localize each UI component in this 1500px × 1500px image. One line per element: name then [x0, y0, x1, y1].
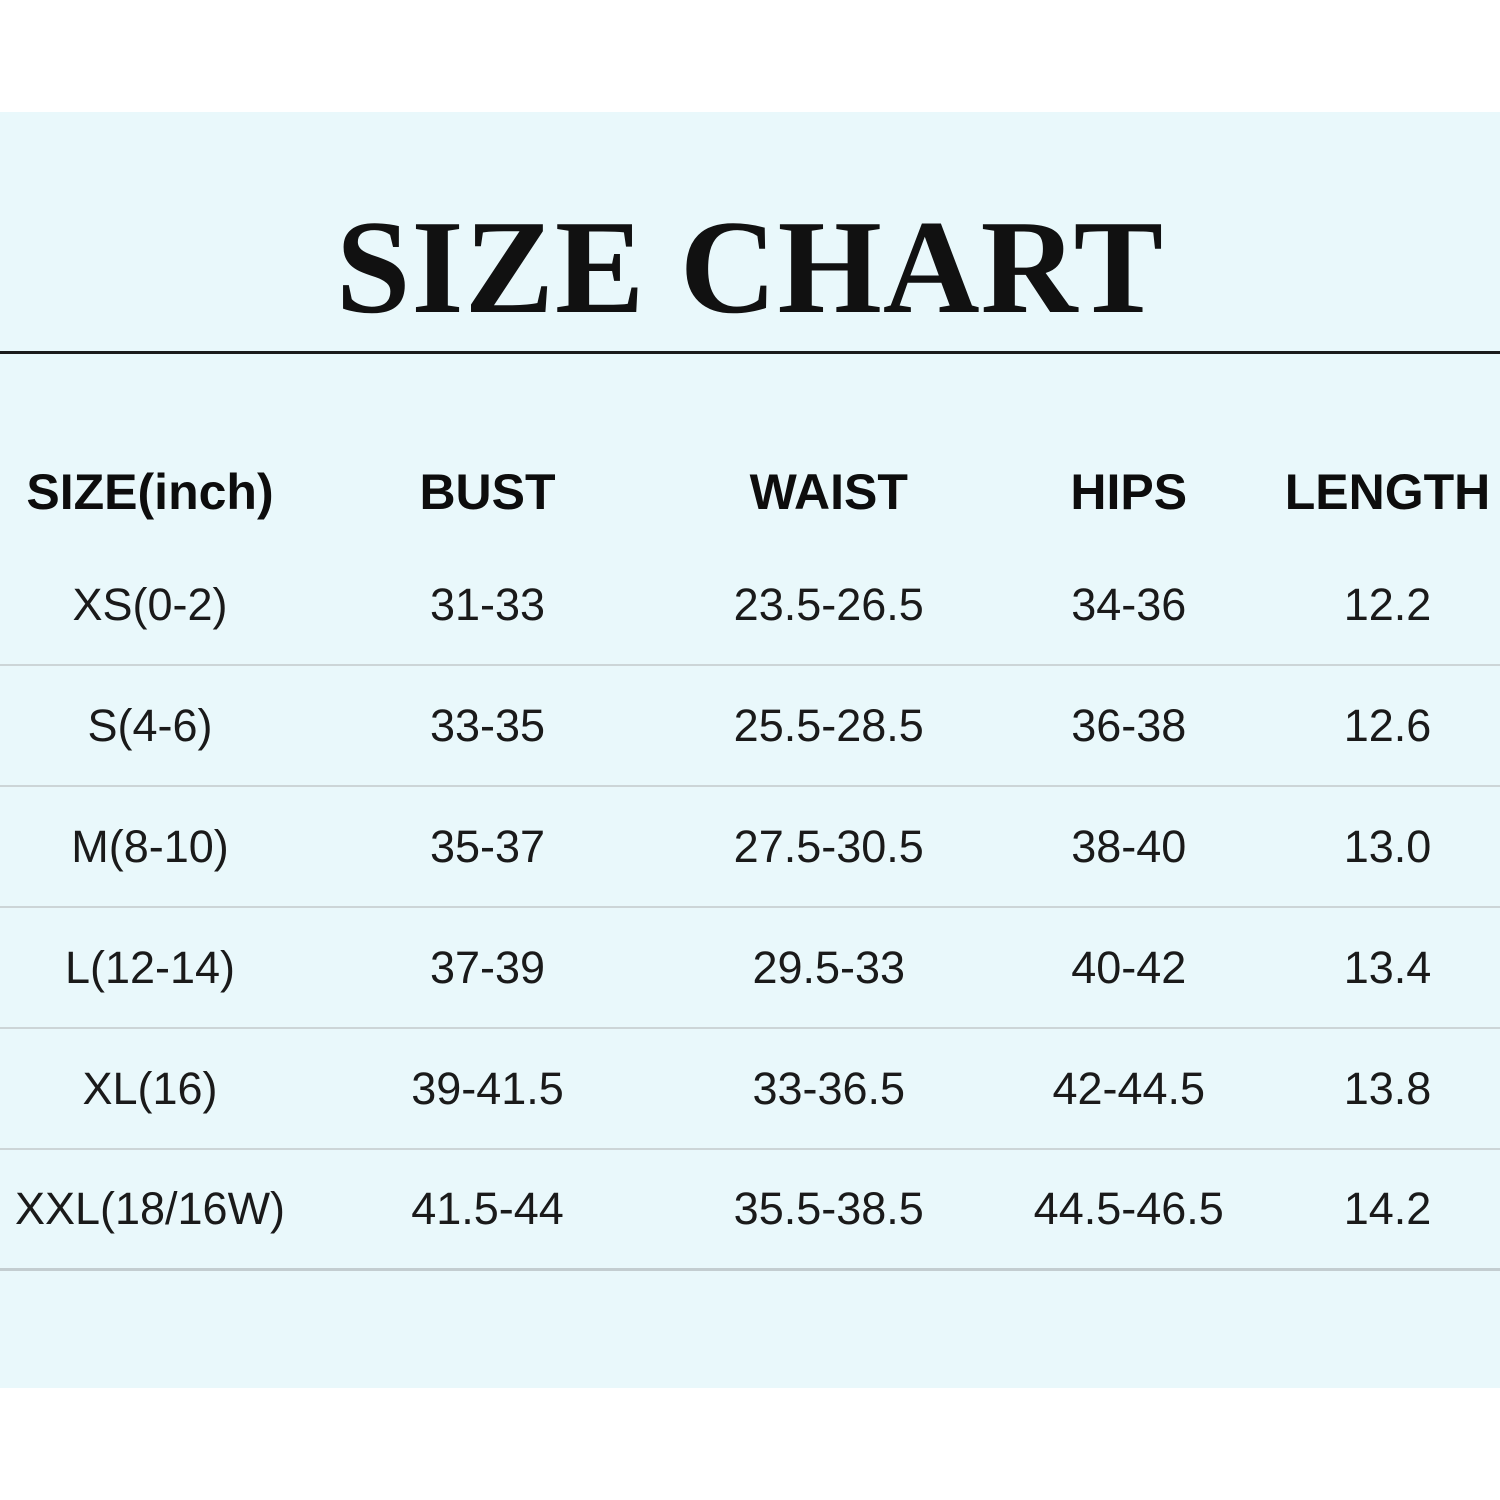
waist-value: 33-36.5: [752, 1062, 906, 1114]
waist-value: 35.5-38.5: [733, 1183, 924, 1234]
length-value: 13.0: [1343, 820, 1432, 872]
table-row-xs: [0, 545, 1500, 666]
hips-value: 38-40: [1071, 820, 1187, 872]
hips-value: 42-44.5: [1052, 1062, 1206, 1114]
hips-value: 40-42: [1071, 941, 1187, 993]
table-row-m: [0, 787, 1500, 908]
bust-value: 31-33: [429, 578, 546, 630]
title-divider: [0, 351, 1500, 354]
column-header-waist: WAIST: [749, 464, 908, 520]
hips-value: 36-38: [1071, 699, 1187, 751]
column-header-bust: BUST: [419, 464, 556, 520]
size-table: [0, 362, 1500, 1271]
column-header-hips: HIPS: [1070, 464, 1188, 520]
bust-value: 37-39: [429, 941, 546, 993]
length-value: 13.8: [1343, 1062, 1432, 1114]
bust-value: 39-41.5: [411, 1062, 564, 1114]
table-header-row: [0, 362, 1500, 545]
hips-value: 34-36: [1071, 578, 1187, 630]
waist-value: 27.5-30.5: [733, 820, 924, 872]
size-chart-panel: [0, 112, 1500, 1388]
table-row-s: [0, 666, 1500, 787]
length-value: 12.6: [1343, 699, 1432, 751]
length-value: 12.2: [1343, 578, 1432, 630]
size-label: M(8-10): [71, 820, 229, 872]
size-label: S(4-6): [87, 699, 213, 751]
waist-value: 29.5-33: [752, 941, 906, 993]
table-row-xl: [0, 1029, 1500, 1150]
length-value: 13.4: [1343, 941, 1432, 993]
column-header-length: LENGTH: [1284, 464, 1491, 520]
column-header-size: SIZE(inch): [26, 464, 274, 520]
bust-value: 33-35: [429, 699, 546, 751]
table-row-xxl: [0, 1150, 1500, 1271]
bust-value: 35-37: [429, 820, 546, 872]
page-title: SIZE CHART: [335, 193, 1165, 341]
size-label: XXL(18/16W): [14, 1183, 286, 1234]
table-row-l: [0, 908, 1500, 1029]
waist-value: 25.5-28.5: [733, 699, 924, 751]
waist-value: 23.5-26.5: [733, 578, 924, 630]
size-label: XL(16): [82, 1062, 218, 1114]
bust-value: 41.5-44: [411, 1183, 564, 1234]
size-label: XS(0-2): [72, 578, 228, 630]
length-value: 14.2: [1343, 1183, 1432, 1234]
size-label: L(12-14): [64, 941, 236, 993]
hips-value: 44.5-46.5: [1033, 1183, 1224, 1234]
